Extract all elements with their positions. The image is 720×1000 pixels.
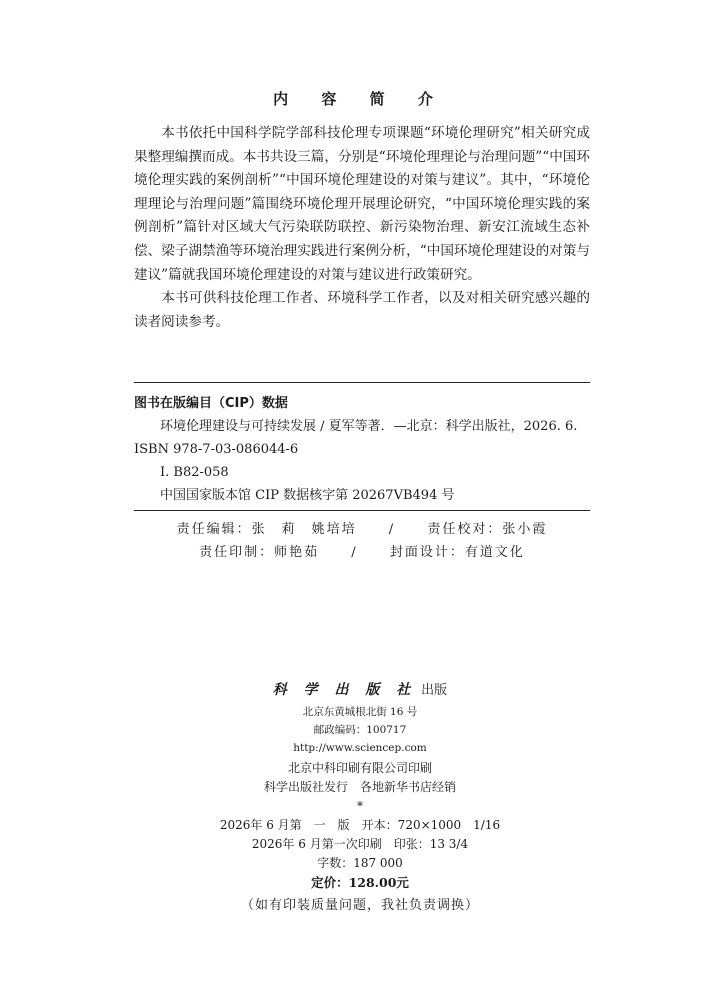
edition-line: 2026年 6 月第 一 版 开本：720×1000 1/16 bbox=[219, 818, 501, 832]
proofreader-credit: 责任校对：张小霞 bbox=[427, 522, 548, 537]
quality-notice: （如有印装质量问题，我社负责调换） bbox=[240, 898, 479, 913]
distribution-line: 科学出版社发行 各地新华书店经销 bbox=[263, 780, 456, 794]
printer-line: 北京中科印刷有限公司印刷 bbox=[287, 761, 432, 775]
cip-classification: Ⅰ. B82-058 bbox=[160, 465, 229, 480]
staff-line-2 bbox=[134, 541, 590, 564]
editor-credit: 责任编辑：张 莉 姚培培 bbox=[176, 522, 357, 537]
publisher-name: 科 学 出 版 社 bbox=[272, 682, 417, 698]
staff-credits bbox=[134, 518, 590, 564]
summary-paragraph-2: 本书可供科技伦理工作者、环境科学工作者，以及对相关研究感兴趣的读者阅读参考。 bbox=[134, 290, 590, 330]
cip-bottom-rule bbox=[134, 510, 590, 511]
publisher-postcode: 邮政编码：100717 bbox=[313, 724, 407, 736]
cip-block bbox=[134, 392, 590, 507]
summary-body bbox=[134, 122, 590, 334]
publisher-suffix: 出版 bbox=[421, 683, 448, 698]
credit-separator: / bbox=[388, 522, 396, 537]
printing-line: 2026年 6 月第一次印刷 印张：13 3/4 bbox=[251, 837, 469, 851]
summary-paragraph-1: 本书依托中国科学院学部科技伦理专项课题“环境伦理研究”相关研究成果整理编撰而成。本书共设三篇，分别是“环境伦理理论与治理问题”“中国环境伦理实践的案例剖析”“中国环境伦理建设的对策与建议”。其中，“环境伦理理论与治理问题”篇围绕环境伦理开展理论研究，“中国环境伦理实践的案例剖析”篇针对区域大气污染联防联控、新污染物治理、新安江流域生态补偿、梁子湖禁渔等环境治理实践进行案例分析，“中国环境伦理建设的对策与建议”篇就我国环境伦理建设的对策与建议进行政策研究。 bbox=[134, 125, 590, 283]
summary-title: 内 容 简 介 bbox=[273, 90, 447, 108]
separator-star: * bbox=[357, 799, 363, 813]
publisher-website: http://www.sciencep.com bbox=[293, 742, 427, 754]
cip-title-line: 环境伦理建设与可持续发展 / 夏军等著．—北京：科学出版社，2026. 6. bbox=[160, 419, 578, 434]
print-manager-credit: 责任印制：师艳茹 bbox=[199, 545, 320, 560]
credit-separator: / bbox=[351, 545, 358, 560]
publisher-line bbox=[0, 678, 720, 703]
publisher-address: 北京东黄城根北街 16 号 bbox=[302, 706, 418, 718]
cover-design-credit: 封面设计：有道文化 bbox=[389, 545, 525, 560]
staff-line-1 bbox=[134, 518, 590, 541]
word-count: 字数：187 000 bbox=[317, 856, 403, 870]
cip-record-number: 中国国家版本馆 CIP 数据核字第 20267VB494 号 bbox=[160, 488, 455, 503]
price: 定价：128.00元 bbox=[311, 875, 409, 890]
cip-heading: 图书在版编目（CIP）数据 bbox=[134, 396, 288, 411]
cip-top-rule bbox=[134, 382, 590, 383]
imprint bbox=[0, 678, 720, 915]
cip-isbn: ISBN 978-7-03-086044-6 bbox=[134, 442, 299, 457]
